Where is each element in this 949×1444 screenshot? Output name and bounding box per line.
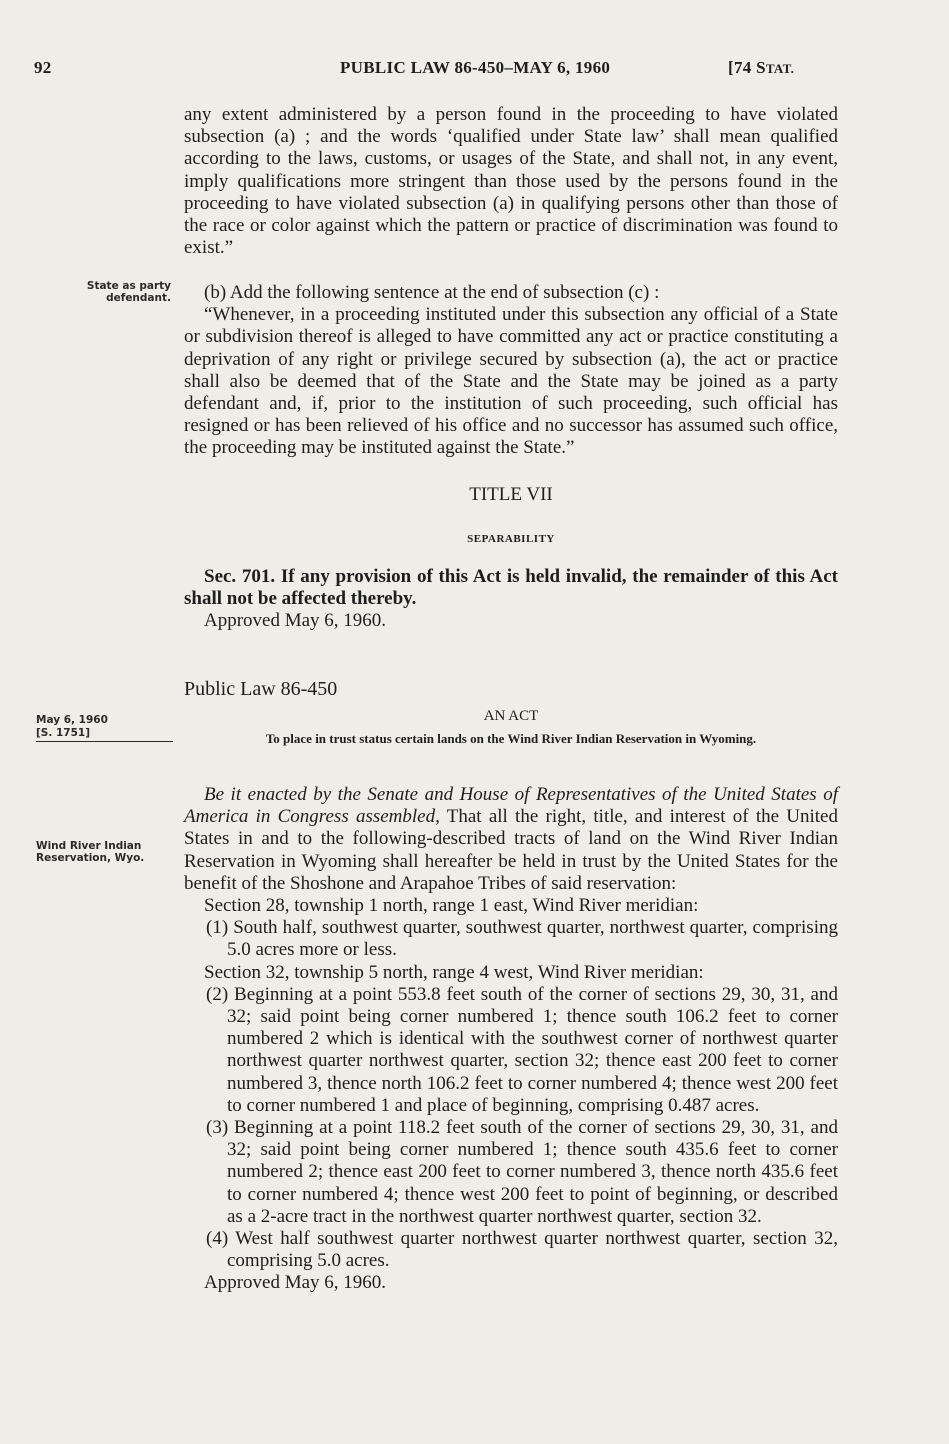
margin-note-bill: [S. 1751]: [36, 727, 91, 739]
section-701: [184, 566, 838, 633]
margin-divider: [36, 741, 173, 742]
volume-prefix: [74 S: [728, 58, 766, 77]
volume-reference: [728, 58, 794, 78]
section-701-text: If any provision of this Act is held invalid, the remainder of this Act shall not be affected thereby.: [184, 566, 838, 610]
tract-item-1: (1) South half, southwest quarter, southwest quarter, northwest quarter, comprising 5.0 acres more or less.: [206, 917, 838, 961]
act-purpose: To place in trust status certain lands on the Wind River Indian Reservation in Wyoming.: [265, 731, 757, 746]
enacting-text: That all the right, title, and interest of the United States in and to the following-described tracts of land on the Wind River Indian Reservation in Wyoming shall hereafter be held in trust by the United States for the benefit of the Shoshone and Arapahoe Tribes of said reservation:: [184, 806, 838, 894]
continuation-text: any extent administered by a person found in the proceeding to have violated subsection (a) ; and the words ‘qualified under State law’ shall mean qualified according to the laws, customs, or usages of the State, and shall not, in any event, imply qualifications more stringent than those used by the persons found in the proceeding to have violated subsection (a) in qualifying persons other than those of the race or color against which the pattern or practice of discrimination was found to exist.”: [184, 104, 838, 259]
title-vii-subheading: SEPARABILITY: [467, 533, 555, 545]
act-body: [184, 784, 838, 1295]
margin-note-date: May 6, 1960: [36, 714, 108, 726]
public-law-heading: Public Law 86-450: [184, 678, 338, 700]
act-heading: AN ACT: [483, 708, 539, 724]
title-vii-approved: Approved May 6, 1960.: [204, 610, 387, 632]
page-number: 92: [34, 58, 52, 77]
tract-item-2: (2) Beginning at a point 553.8 feet south of the corner of sections 29, 30, 31, and 32; said point being corner numbered 1; thence south 106.2 feet to corner numbered 2 which is identical with the southwest corner of northwest quarter northwest quarter northwest quarter, section 32; thence east 200 feet to corner numbered 3, thence north 106.2 feet to corner numbered 4; thence west 200 feet to corner numbered 1 and place of beginning, comprising 0.487 acres.: [206, 983, 838, 1116]
subsection-b-intro: (b) Add the following sentence at the end of subsection (c) :: [204, 282, 660, 303]
tract-item-3: (3) Beginning at a point 118.2 feet south of the corner of sections 29, 30, 31, and 32; said point being corner numbered 1; thence south 435.6 feet to corner numbered 2; thence east 200 feet to corner numbered 3, thence north 435.6 feet to corner numbered 4; thence west 200 feet to point of beginning, or described as a 2-acre tract in the northwest quarter northwest quarter, section 32.: [206, 1117, 838, 1227]
section-28-heading: Section 28, township 1 north, range 1 east, Wind River meridian:: [204, 895, 699, 917]
volume-suffix: TAT.: [765, 61, 795, 76]
margin-note-state-party: State as party defendant.: [86, 280, 171, 304]
section-701-paragraph: [184, 566, 838, 610]
margin-note-reservation: Wind River Indian Reservation, Wyo.: [36, 840, 145, 864]
enacting-formula: Be it enacted by the Senate and House of Representatives of the United States of America in Congress assembled,: [184, 784, 838, 828]
continuation-paragraph: [184, 104, 838, 259]
enacting-clause: [184, 784, 838, 895]
tract-item-4: (4) West half southwest quarter northwest quarter northwest quarter, section 32, comprising 5.0 acres.: [206, 1228, 838, 1272]
title-vii-heading: TITLE VII: [469, 484, 553, 505]
section-32-heading: Section 32, township 5 north, range 4 west, Wind River meridian:: [204, 961, 704, 983]
act-approved: Approved May 6, 1960.: [204, 1272, 387, 1294]
running-title: PUBLIC LAW 86-450–MAY 6, 1960: [340, 58, 611, 77]
section-701-label: Sec. 701.: [204, 566, 276, 587]
subsection-b: [184, 282, 838, 460]
subsection-b-text: “Whenever, in a proceeding instituted under this subsection any official of a State or subdivision thereof is alleged to have committed any act or practice constituting a deprivation of any right or privilege secured by subsection (a), the act or practice shall also be deemed that of the State and the State may be joined as a party defendant and, if, prior to the institution of such proceeding, such official has resigned or has been relieved of his office and no successor has assumed such office, the proceeding may be instituted against the State.”: [184, 304, 838, 459]
